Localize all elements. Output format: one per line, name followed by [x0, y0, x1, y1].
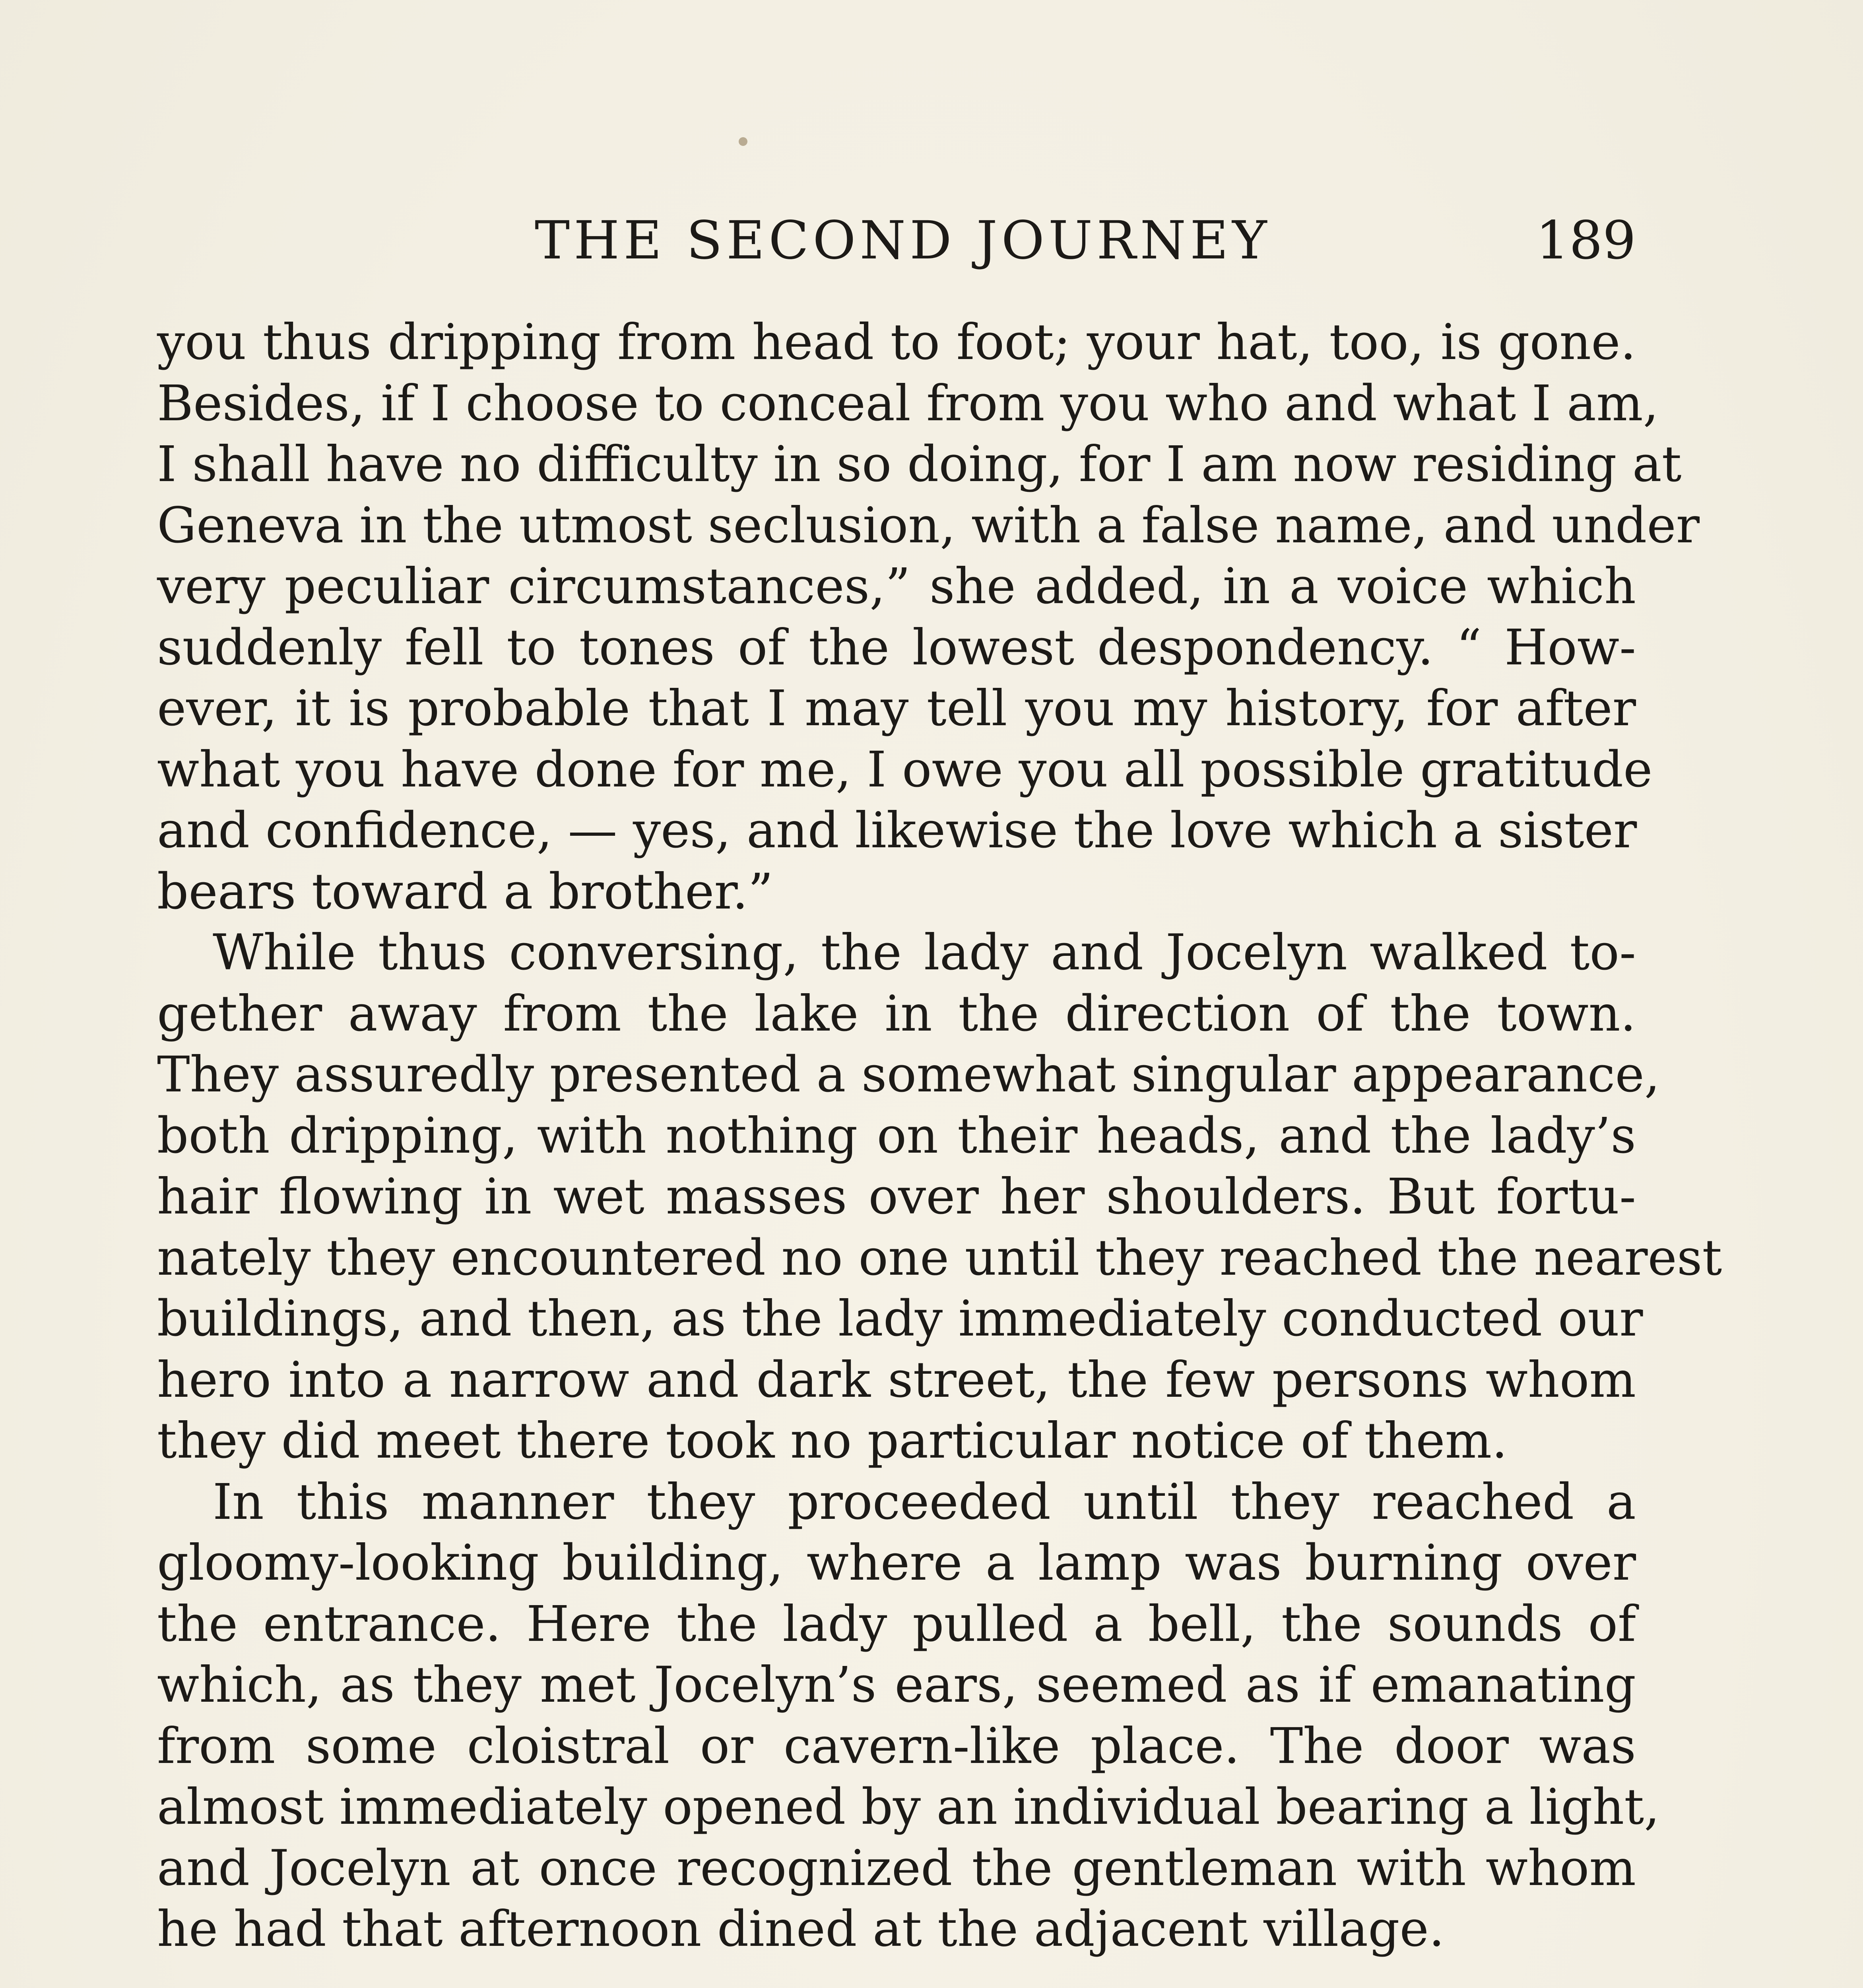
text-line: both dripping, with nothing on their heads, and the lady’s: [157, 1107, 1636, 1165]
text-line: ever, it is probable that I may tell you my history, for after: [157, 680, 1636, 737]
text-line: they did meet there took no particular notice of them.: [157, 1412, 1508, 1470]
text-line: what you have done for me, I owe you all possible gratitude: [157, 741, 1653, 798]
running-head: [157, 207, 1636, 274]
body-text: [157, 312, 1722, 1960]
text-line: and Jocelyn at once recognized the gentleman with whom: [157, 1839, 1636, 1897]
text-line: gloomy-looking building, where a lamp was burning over: [157, 1534, 1636, 1592]
text-line: very peculiar circumstances,” she added, in a voice which: [157, 558, 1636, 615]
paragraph-start-line: While thus conversing, the lady and Jocelyn walked to-: [213, 924, 1636, 981]
text-line: Besides, if I choose to conceal from you who and what I am,: [157, 375, 1659, 432]
text-line: the entrance. Here the lady pulled a bell, the sounds of: [157, 1595, 1636, 1653]
text-line: from some cloistral or cavern-like place. The door was: [157, 1717, 1636, 1775]
text-line: They assuredly presented a somewhat singular appearance,: [157, 1046, 1660, 1103]
paper-speck: [739, 137, 747, 146]
text-line: hero into a narrow and dark street, the few persons whom: [157, 1351, 1636, 1409]
paragraph-start-line: In this manner they proceeded until they reached a: [213, 1473, 1636, 1531]
running-title: THE SECOND JOURNEY: [535, 210, 1271, 271]
text-line: hair flowing in wet masses over her shoulders. But fortu-: [157, 1168, 1636, 1225]
text-line: Geneva in the utmost seclusion, with a false name, and under: [157, 497, 1700, 554]
text-line: he had that afternoon dined at the adjacent village.: [157, 1901, 1445, 1958]
text-line: suddenly fell to tones of the lowest despondency. “ How-: [157, 619, 1636, 676]
text-line: which, as they met Jocelyn’s ears, seemed as if emanating: [157, 1656, 1636, 1714]
text-line: gether away from the lake in the direction of the town.: [157, 985, 1636, 1043]
text-line: buildings, and then, as the lady immediately conducted our: [157, 1290, 1643, 1347]
text-line: I shall have no difficulty in so doing, for I am now residing at: [157, 436, 1682, 493]
text-line: and confidence, — yes, and likewise the love which a sister: [157, 802, 1637, 859]
text-line: almost immediately opened by an individual bearing a light,: [157, 1778, 1660, 1836]
text-line: nately they encountered no one until they reached the nearest: [157, 1229, 1722, 1287]
text-line: bears toward a brother.”: [157, 863, 773, 920]
text-line: you thus dripping from head to foot; your hat, too, is gone.: [157, 314, 1636, 371]
page-number: 189: [1536, 210, 1636, 271]
